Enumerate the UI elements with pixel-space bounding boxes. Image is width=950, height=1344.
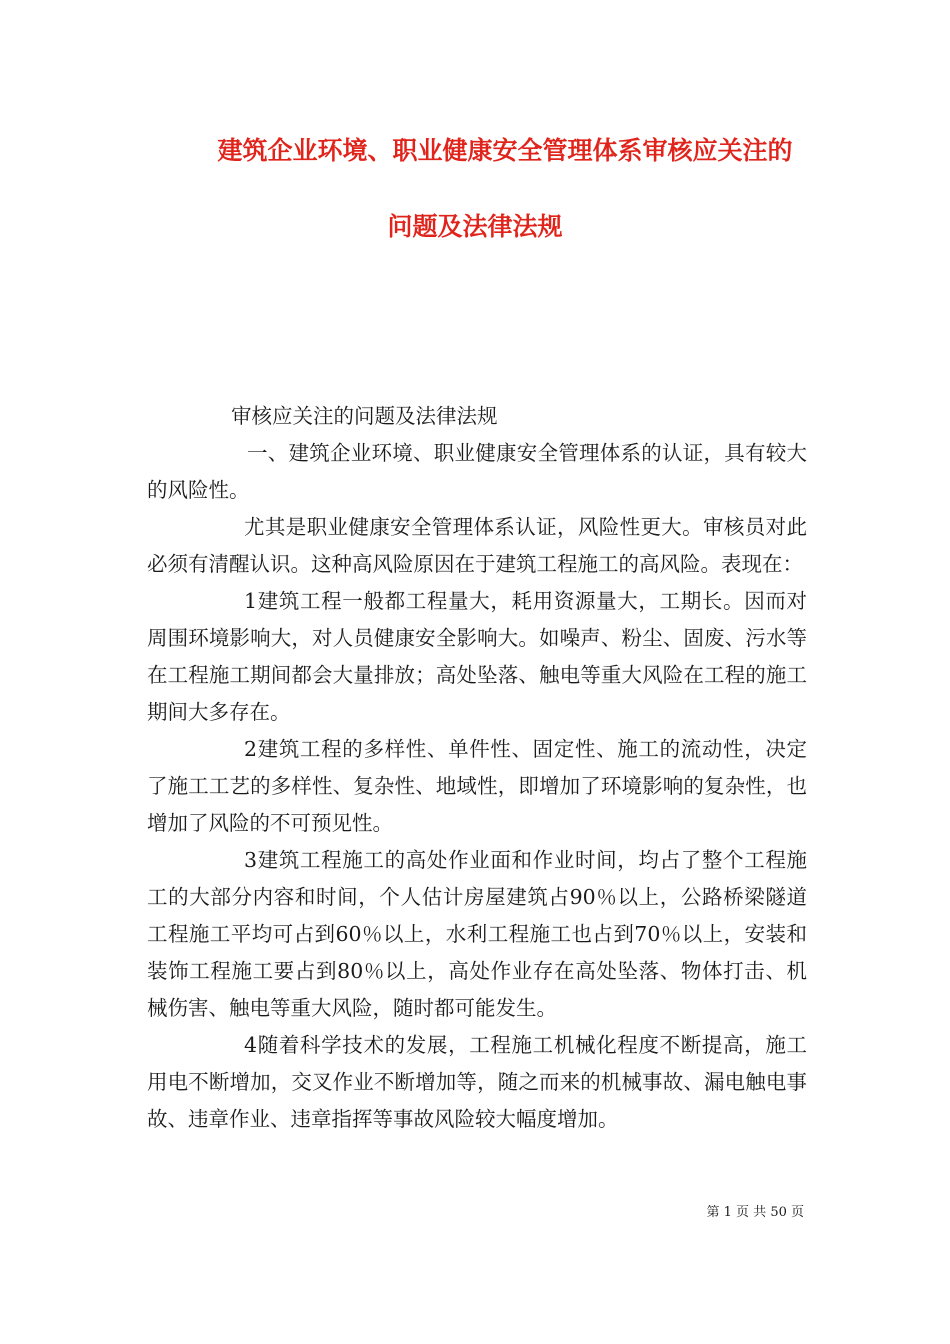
section-subheading: 审核应关注的问题及法律法规 bbox=[231, 404, 498, 428]
paragraph-4: 2建筑工程的多样性、单件性、固定性、施工的流动性，决定了施工工艺的多样性、复杂性、地域性，即增加了环境影响的复杂性，也增加了风险的不可预见性。 bbox=[147, 737, 807, 835]
paragraph-3: 1建筑工程一般都工程量大，耗用资源量大，工期长。因而对周围环境影响大，对人员健康安全影响大。如噪声、粉尘、固废、污水等在工程施工期间都会大量排放；高处坠落、触电等重大风险在工程的施工期间大多存在。 bbox=[147, 589, 807, 724]
document-body bbox=[147, 398, 807, 1138]
paragraph-5: 3建筑工程施工的高处作业面和作业时间，均占了整个工程施工的大部分内容和时间，个人估计房屋建筑占90％以上，公路桥梁隧道工程施工平均可占到60％以上，水利工程施工也占到70％以上，安装和装饰工程施工要占到80％以上，高处作业存在高处坠落、物体打击、机械伤害、触电等重大风险，随时都可能发生。 bbox=[147, 848, 807, 1020]
paragraph-2: 尤其是职业健康安全管理体系认证，风险性更大。审核员对此必须有清醒认识。这种高风险原因在于建筑工程施工的高风险。表现在： bbox=[147, 515, 807, 576]
paragraph-6: 4随着科学技术的发展，工程施工机械化程度不断提高，施工用电不断增加，交叉作业不断增加等，随之而来的机械事故、漏电触电事故、违章作业、违章指挥等事故风险较大幅度增加。 bbox=[147, 1033, 807, 1131]
document-title-line-1: 建筑企业环境、职业健康安全管理体系审核应关注的 bbox=[217, 136, 793, 165]
page-number-footer: 第 1 页 共 50 页 bbox=[706, 1205, 804, 1220]
paragraph-1: 一、建筑企业环境、职业健康安全管理体系的认证，具有较大的风险性。 bbox=[147, 441, 807, 502]
document-title-line-2: 问题及法律法规 bbox=[387, 212, 563, 241]
